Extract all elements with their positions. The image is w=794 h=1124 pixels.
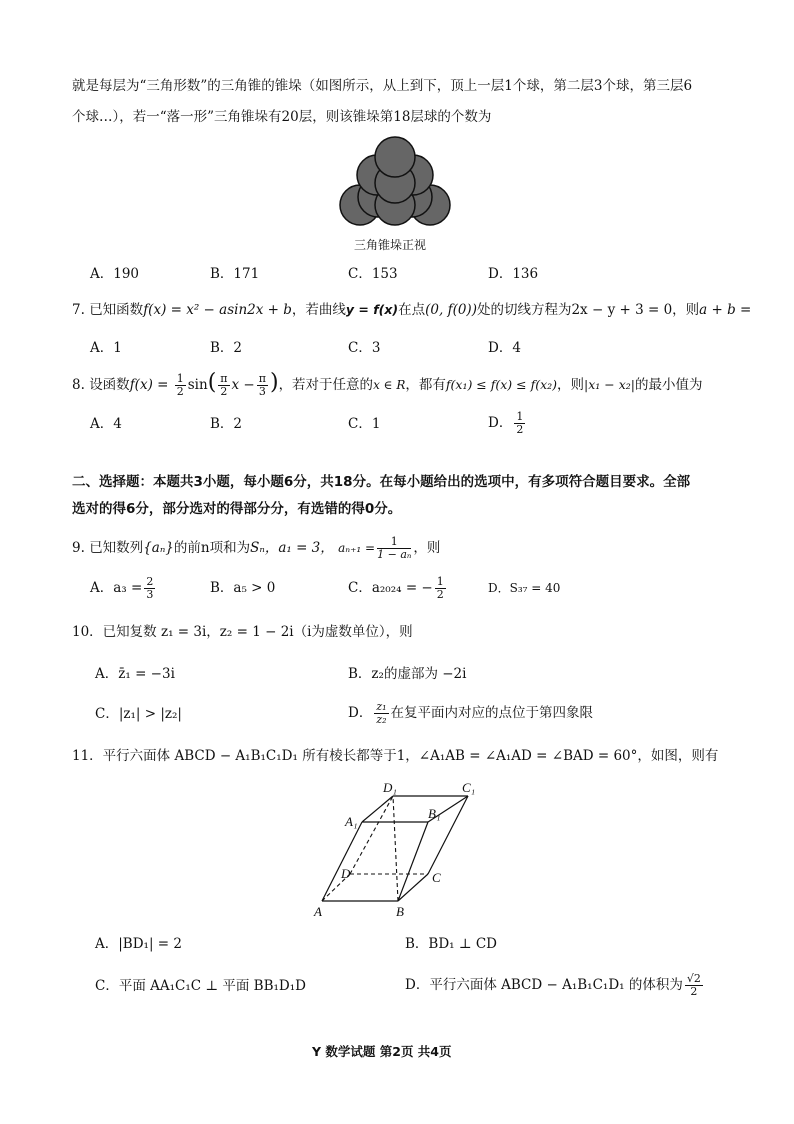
- q9-recurrence-fraction: [377, 536, 411, 561]
- triangular-pyramid-figure: [330, 135, 460, 231]
- q7-curve: y = f(x): [345, 302, 399, 317]
- q8-absdiff: |x₁ − x₂|: [584, 377, 636, 392]
- q10-option-a: A．z̄₁ = −3i: [95, 666, 175, 682]
- q10-opt-d-den: z₂: [376, 713, 387, 726]
- q9-opt-a-num: 2: [146, 575, 154, 588]
- q9-opt-a-fraction: [144, 576, 155, 601]
- q11-option-a: A．|BD₁| = 2: [95, 936, 182, 952]
- q9-opt-c-den: 2: [436, 588, 444, 601]
- q9-a1: ，a₁ = 3，: [264, 540, 334, 556]
- q8-text: 的最小值为: [635, 377, 703, 393]
- q11-opt-d-den: 2: [690, 985, 698, 998]
- q8-option-d-fraction: [514, 411, 525, 436]
- q6-text-line2: 个球…），若一“落一形”三角锥垛有20层，则该锥垛第18层球的个数为: [72, 109, 492, 125]
- edge: [362, 796, 393, 822]
- label-c1: C₁: [462, 780, 476, 795]
- q8-pi2-fraction: [218, 373, 229, 398]
- label-a: A: [314, 904, 322, 919]
- q9-recurrence-lhs: aₙ₊₁ =: [338, 541, 376, 555]
- q7-text: 已知函数: [89, 302, 144, 318]
- q7-text: ，则: [672, 302, 700, 318]
- q8-inequality: f(x₁) ≤ f(x) ≤ f(x₂): [445, 377, 558, 392]
- edge: [322, 822, 362, 901]
- q8-lhs: f(x) =: [129, 377, 169, 393]
- q7-option-c: C．3: [348, 340, 381, 356]
- q9-number: 9.: [72, 540, 85, 556]
- q7-text: 处的切线方程为: [476, 302, 572, 318]
- q9-option-a: [90, 572, 157, 604]
- q11-option-b: B．BD₁ ⊥ CD: [405, 936, 498, 952]
- q9-text: 的前n项和为: [173, 540, 251, 556]
- q9-option-b: B．a₅ > 0: [210, 580, 276, 596]
- q10-opt-d-post: 在复平面内对应的点位于第四象限: [390, 705, 594, 721]
- q9-stem: [72, 532, 440, 564]
- q6-option-d: D．136: [488, 266, 539, 282]
- q11-opt-d-pre: D．平行六面体 ABCD − A₁B₁C₁D₁ 的体积为: [405, 977, 683, 993]
- q8-option-d-label: D．: [488, 415, 513, 431]
- q6-option-a: A．190: [90, 266, 140, 282]
- q7-tangent: 2x − y + 3 = 0: [571, 302, 673, 318]
- q8-domain: x ∈ R: [373, 378, 406, 392]
- q8-text: ，若对于任意的: [278, 377, 374, 393]
- q8-text: ，都有: [405, 377, 446, 393]
- q8-option-a: A．4: [90, 416, 122, 432]
- label-a1: A₁: [345, 814, 358, 829]
- q8-pi-den: 2: [220, 385, 228, 398]
- q9-text: ，则: [413, 540, 441, 556]
- q9-rec-den: 1 − aₙ: [377, 548, 412, 561]
- q6-option-b: B．171: [210, 266, 260, 282]
- q8-pi-num: π: [220, 372, 228, 385]
- hidden-edge: [350, 796, 393, 874]
- ball: [375, 137, 415, 177]
- q8-x-minus: x −: [231, 377, 255, 393]
- q8-pi3-fraction: [257, 373, 268, 398]
- parallelepiped-figure: [310, 778, 480, 920]
- page-footer: Y 数学试题 第2页 共4页: [312, 1044, 452, 1059]
- q8-option-c: C．1: [348, 416, 381, 432]
- q7-number: 7.: [72, 302, 85, 318]
- q10-stem: 10．已知复数 z₁ = 3i，z₂ = 1 − 2i（i为虚数单位），则: [72, 624, 413, 640]
- q10-option-b: B．z₂的虚部为 −2i: [348, 666, 467, 682]
- q9-rec-num: 1: [377, 536, 411, 549]
- section-2-heading-line1: 二、选择题：本题共3小题，每小题6分，共18分。在每小题给出的选项中，有多项符合题目要求。全部: [72, 474, 691, 490]
- q9-opt-a-pre: A．a₃ =: [90, 580, 143, 596]
- q10-opt-d-num: z₁: [376, 700, 387, 713]
- label-c: C: [432, 870, 441, 885]
- edge: [398, 822, 428, 901]
- q9-text: 已知数列: [89, 540, 144, 556]
- q7-point: (0, f(0)): [425, 302, 477, 318]
- q8-opt-d-den: 2: [516, 423, 524, 436]
- q7-function: f(x) = x² − asin2x + b: [143, 302, 292, 318]
- q7-option-a: A．1: [90, 340, 122, 356]
- q8-stem: 8. 设函数f(x) = $\frac{1}{2}$ sin( $\frac{\pi}{2}$ x − $\frac{\pi}{3}$ )，若对于任意的x ∈ R，都有f(x₁) ≤ f(x) ≤ f(x₂)，则|x₁ − x₂|的最小值为: [72, 370, 703, 398]
- q7-stem: [72, 300, 751, 320]
- q7-option-d: D．4: [488, 340, 521, 356]
- q9-option-c: [348, 572, 448, 604]
- q7-ask: a + b =: [699, 302, 752, 318]
- q8-half-fraction: [175, 373, 186, 398]
- q10-opt-d-pre: D．: [348, 705, 373, 721]
- section-2-heading-line2: 选对的得6分，部分选对的得部分分，有选错的得0分。: [72, 501, 402, 517]
- q9-opt-c-fraction: [435, 576, 446, 601]
- q11-opt-d-num: √2: [686, 972, 701, 985]
- q11-option-c: C．平面 AA₁C₁C ⊥ 平面 BB₁D₁D: [95, 978, 306, 994]
- q8-text: ，则: [557, 377, 585, 393]
- q8-number: 8.: [72, 377, 85, 393]
- q10-option-c: C．|z₁| > |z₂|: [95, 706, 182, 722]
- q8-half-den: 2: [176, 385, 184, 398]
- q6-option-c: C．153: [348, 266, 398, 282]
- label-b: B: [396, 904, 404, 919]
- q8-half-num: 1: [176, 372, 184, 385]
- q8-opt-d-num: 1: [516, 410, 524, 423]
- q10-opt-d-fraction: [374, 701, 388, 726]
- q8-sin: sin: [187, 377, 208, 393]
- q9-opt-a-den: 3: [146, 588, 154, 601]
- q8-text: 设函数: [89, 377, 130, 393]
- label-d1: D₁: [383, 780, 397, 795]
- q6-text-line1: 就是每层为“三角形数”的三角锥的锥垛（如图所示，从上到下，顶上一层1个球，第二层3个球，第三层6: [72, 78, 693, 94]
- label-d: D: [341, 866, 351, 881]
- hidden-edge: [393, 796, 398, 901]
- q8-option-b: B．2: [210, 416, 243, 432]
- q9-opt-c-num: 1: [436, 575, 444, 588]
- q8-pi-num: π: [258, 372, 266, 385]
- label-b1: B₁: [428, 806, 441, 821]
- q9-opt-c-pre: C．a₂₀₂₄ = −: [348, 580, 433, 596]
- q9-sn: Sₙ: [250, 540, 265, 556]
- q11-option-d: [405, 968, 705, 1002]
- q11-stem: 11．平行六面体 ABCD − A₁B₁C₁D₁ 所有棱长都等于1，∠A₁AB = ∠A₁AD = ∠BAD = 60°，如图，则有: [72, 748, 719, 764]
- q8-option-d: [488, 408, 527, 438]
- q9-option-d: D．S₃₇ = 40: [488, 581, 561, 595]
- q7-text: ，若曲线: [291, 302, 346, 318]
- q9-sequence: {aₙ}: [143, 540, 174, 556]
- q7-text: 在点: [398, 302, 426, 318]
- q7-option-b: B．2: [210, 340, 243, 356]
- q11-opt-d-fraction: [685, 973, 703, 998]
- figure-caption: 三角锥垛正视: [354, 238, 427, 252]
- q8-pi-den: 3: [258, 385, 266, 398]
- q10-option-d: [348, 696, 593, 730]
